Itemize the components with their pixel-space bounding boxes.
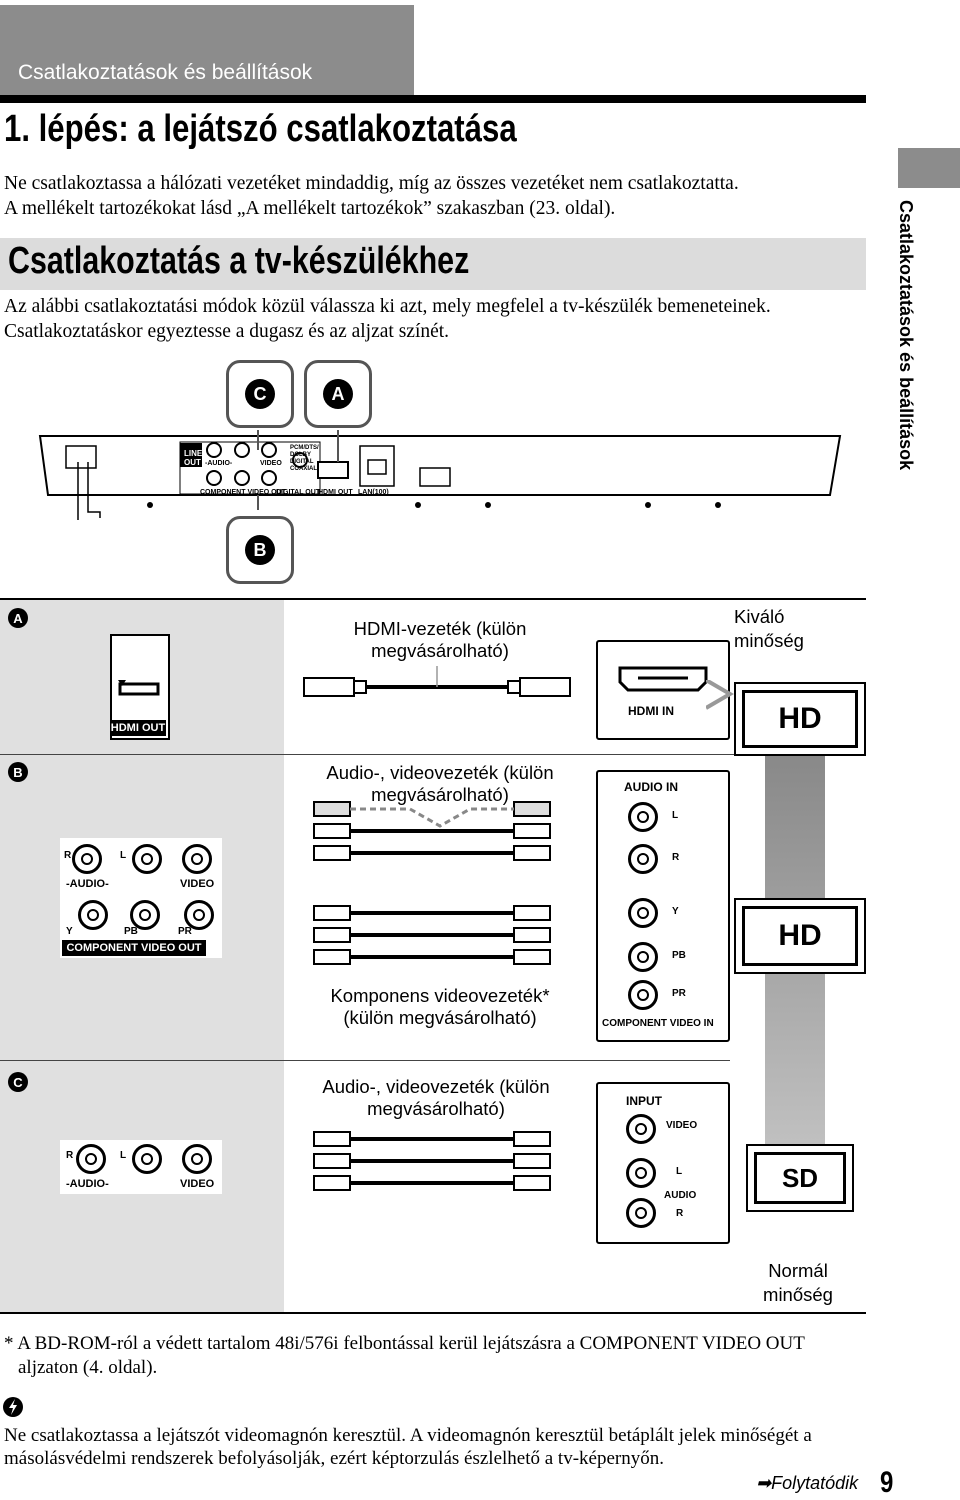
row-b-tv	[734, 898, 866, 974]
callout-b	[226, 516, 294, 584]
line-out-label: LINE OUT	[184, 449, 203, 467]
row-a-arrow	[706, 680, 736, 710]
side-label	[895, 200, 935, 500]
row-b-tv-jack-pb	[628, 942, 658, 972]
rear-audio-label: -AUDIO-	[205, 460, 233, 467]
row-a-quality-1: Kiváló	[734, 606, 785, 627]
continued-label	[756, 1473, 858, 1494]
row-c-tv-audio-label: AUDIO	[664, 1190, 697, 1201]
side-label-text: Csatlakoztatások és beállítások	[896, 200, 916, 471]
title-rule	[0, 95, 866, 103]
callout-c	[226, 360, 294, 428]
row-b-tv-l-label: L	[672, 810, 679, 821]
row-b-video-label: VIDEO	[180, 878, 215, 890]
row-a-quality-2: minőség	[734, 630, 804, 651]
row-c-tv-jack-r	[626, 1198, 656, 1228]
callout-a	[304, 360, 372, 428]
row-b-tv-jack-pr	[628, 980, 658, 1010]
row-b-jack-l	[132, 844, 162, 874]
page-title: 1. lépés: a lejátszó csatlakoztatása	[4, 108, 517, 150]
row-a-tv	[734, 682, 866, 756]
row-b-component-in-label: COMPONENT VIDEO IN	[602, 1018, 714, 1029]
row-c-caption-2: megvásárolható)	[367, 1098, 505, 1119]
row-b-tv-pb-label: PB	[672, 950, 686, 961]
note-line-2: másolásvédelmi rendszerek befolyásolják, ezért képtorzulás észlelhető a tv-képernyőn.	[4, 1448, 664, 1469]
row-b-pb-label: PB	[124, 926, 138, 937]
row-c-tv-l-label: L	[676, 1166, 683, 1177]
row-c-tv-jack-l	[626, 1158, 656, 1188]
row-c-tv-jack-video	[626, 1114, 656, 1144]
callout-a-badge: A	[323, 379, 353, 409]
row-b-tv-screen: HD	[742, 906, 858, 966]
subsection-line-2: Csatlakoztatáskor egyeztesse a dugasz és az aljzat színét.	[4, 321, 450, 342]
subsection-line-1: Az alábbi csatlakoztatási módok közül válassza ki azt, mely megfelel a tv-készülék bemeneteinek.	[4, 296, 771, 317]
row-a-caption-1: HDMI-vezeték (külön	[353, 618, 527, 639]
row-c-tv-ports	[596, 1082, 730, 1244]
row-c-tv-video-label: VIDEO	[666, 1120, 698, 1131]
row-b-tv-jack-l	[628, 802, 658, 832]
row-b-tv-y-label: Y	[672, 906, 679, 917]
row-b-jack-y	[78, 900, 108, 930]
note-line-1: Ne csatlakoztassa a lejátszót videomagnón keresztül. A videomagnón keresztül betáplált jelek minőségét a	[4, 1425, 812, 1446]
row-b-audio-label: -AUDIO-	[66, 878, 109, 890]
player-rear-diagram	[0, 350, 880, 600]
rear-digital-out-label: DIGITAL OUT	[276, 489, 321, 496]
rear-lan-label: LAN(100)	[358, 489, 389, 496]
page-number: 9	[880, 1466, 894, 1499]
row-c-l-label: L	[120, 1150, 127, 1161]
note-warning-icon	[2, 1396, 24, 1418]
row-a-badge: A	[8, 608, 28, 628]
row-b-caption-2: megvásárolható)	[371, 784, 509, 805]
row-c-caption-1: Audio-, videovezeték (külön	[322, 1076, 550, 1097]
row-c-quality-2: minőség	[763, 1284, 833, 1305]
section-tab-label: Csatlakoztatások és beállítások	[18, 61, 313, 84]
row-b-y-label: Y	[66, 926, 73, 937]
row-b-badge: B	[8, 762, 28, 782]
footnote-line-2: aljzaton (4. oldal).	[18, 1357, 158, 1378]
table-bottom-rule	[0, 1312, 866, 1314]
row-b-jack-video	[182, 844, 212, 874]
row-b-jack-r	[72, 844, 102, 874]
row-c-video-label: VIDEO	[180, 1178, 215, 1190]
row-b-tv-r-label: R	[672, 852, 680, 863]
continued-text: Folytatódik	[771, 1473, 859, 1493]
callout-c-badge: C	[245, 379, 275, 409]
row-c-jack-r	[76, 1144, 106, 1174]
row-a-tv-screen: HD	[742, 690, 858, 748]
subsection-title: Csatlakoztatás a tv-készülékhez	[8, 240, 470, 282]
continued-arrow-icon: ➡	[756, 1473, 772, 1493]
row-b-r-label: R	[64, 850, 72, 861]
row-divider-bc	[0, 1060, 730, 1061]
row-b-l-label: L	[120, 850, 127, 861]
row-b-caption-1: Audio-, videovezeték (külön	[326, 762, 554, 783]
row-b-component-cable	[300, 900, 580, 970]
row-b-audio-in-label: AUDIO IN	[624, 780, 678, 794]
row-a-hdmi-port-icon	[112, 636, 168, 716]
rear-component-label: COMPONENT VIDEO OUT	[200, 489, 286, 496]
row-a-hdmi-out-label: HDMI OUT	[110, 722, 166, 734]
row-c-av-cable	[300, 1126, 580, 1196]
section-tab	[0, 5, 414, 95]
rear-video-label: VIDEO	[260, 460, 282, 467]
row-c-jack-video	[182, 1144, 212, 1174]
signal-strip	[765, 750, 825, 1200]
row-c-quality-1: Normál	[768, 1260, 828, 1281]
row-c-tv-screen: SD	[754, 1152, 846, 1204]
row-a-hdmi-in-label: HDMI IN	[628, 704, 674, 718]
side-tab	[898, 148, 960, 188]
intro-line-1: Ne csatlakoztassa a hálózati vezetéket mindaddig, míg az összes vezetéket nem csatlakoztatta.	[4, 173, 739, 194]
row-b-tv-ports	[596, 770, 730, 1042]
player-rear-svg	[0, 350, 880, 600]
row-c-badge: C	[8, 1072, 28, 1092]
row-b-pr-label: PR	[178, 926, 192, 937]
intro-line-2: A mellékelt tartozékokat lásd „A mellékelt tartozékok” szakaszban (23. oldal).	[4, 198, 616, 219]
row-b-component-label: COMPONENT VIDEO OUT	[62, 940, 206, 956]
row-b-av-cable	[300, 796, 580, 866]
row-b-player-jacks	[60, 838, 222, 958]
row-c-tv	[746, 1144, 854, 1212]
rear-pcm-label: PCM/DTS/ DOLBY DIGITAL COAXIAL	[290, 445, 319, 472]
row-b-component-caption-1: Komponens videovezeték*	[330, 985, 550, 1006]
row-c-r-label: R	[66, 1150, 74, 1161]
row-a-hdmi-cable	[296, 666, 578, 706]
callout-b-badge: B	[245, 535, 275, 565]
row-c-player-jacks	[60, 1140, 222, 1194]
row-c-audio-label: -AUDIO-	[66, 1178, 109, 1190]
row-a-player-port	[110, 634, 170, 740]
row-a-caption-2: megvásárolható)	[371, 640, 509, 661]
row-c-tv-r-label: R	[676, 1208, 684, 1219]
footnote-line-1: * A BD-ROM-ról a védett tartalom 48i/576i felbontással kerül lejátszásra a COMPONENT VIDEO OUT	[4, 1333, 805, 1354]
rear-hdmi-out-label: HDMI OUT	[318, 489, 353, 496]
row-b-tv-pr-label: PR	[672, 988, 686, 999]
row-b-component-caption-2: (külön megvásárolható)	[343, 1007, 537, 1028]
row-b-tv-jack-y	[628, 898, 658, 928]
row-b-tv-jack-r	[628, 844, 658, 874]
row-c-jack-l	[132, 1144, 162, 1174]
row-c-input-label: INPUT	[626, 1094, 662, 1108]
